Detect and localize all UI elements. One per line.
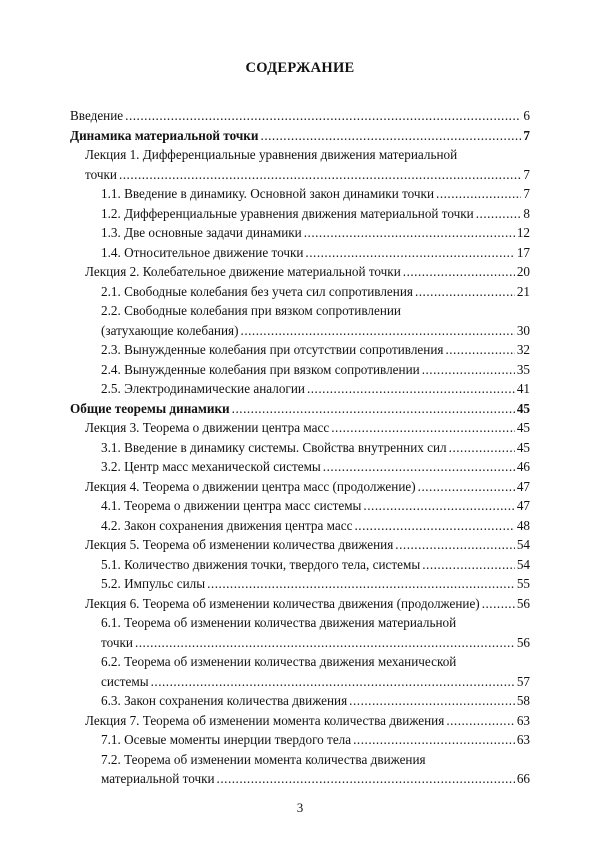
toc-entry-page: 45 [516,420,530,435]
toc-entry[interactable] [70,457,530,477]
toc-entry-title: 3.1. Введение в динамику системы. Свойства внутренних сил [101,439,447,455]
toc-entry[interactable] [70,652,530,691]
toc-entry-page: 63 [516,732,530,747]
dot-leader [449,438,515,458]
dot-leader [446,711,515,731]
toc-entry-title: Общие теоремы динамики [70,400,230,416]
dot-leader [418,477,515,497]
toc-entry-title: Лекция 3. Теорема о движении центра масс [85,420,330,435]
toc-entry-title-line: Лекция 1. Дифференциальные уравнения движения материальной [85,147,458,162]
dot-leader [349,691,515,711]
toc-entry-page: 17 [516,244,530,260]
dot-leader [331,418,515,438]
toc-entry[interactable] [70,438,530,458]
page-number: 3 [296,800,304,815]
dot-leader [119,165,521,185]
toc-entry-page: 47 [516,498,530,513]
toc-entry-page: 6 [523,108,530,123]
toc-entry-page: 46 [516,459,530,474]
dot-leader [422,555,515,575]
toc-entry-title: 5.2. Импульс силы [101,576,206,591]
dot-leader [403,262,515,282]
toc-entry-title: системы [101,673,149,689]
toc-entry-title: 1.3. Две основные задачи динамики [101,225,302,240]
dot-leader [151,672,515,692]
dot-leader [323,457,515,477]
toc-entry-title: Лекция 4. Теорема о движении центра масс (продолжение) [85,478,416,494]
toc-entry-title: 2.5. Электродинамические аналогии [101,381,305,396]
toc-entry-page: 7 [523,127,530,143]
toc-entry-title: 3.2. Центр масс механической системы [101,459,321,474]
toc-entry-page: 20 [516,264,530,279]
toc-entry-title: Лекция 2. Колебательное движение материальной точки [85,264,401,279]
dot-leader [307,379,515,399]
dot-leader [354,516,514,536]
toc-entry-title: 1.2. Дифференциальные уравнения движения материальной точки [101,205,474,221]
dot-leader [415,282,515,302]
toc-entry-page: 56 [516,634,530,650]
toc-entry-page: 47 [516,478,530,494]
toc-entry[interactable] [70,106,530,126]
toc-entry[interactable] [70,516,530,536]
toc-entry-title: 1.1. Введение в динамику. Основной закон динамики точки [101,186,435,201]
toc-entry-title: Лекция 6. Теорема об изменении количества движения (продолжение) [85,595,480,611]
toc-entry[interactable] [70,574,530,594]
toc-entry[interactable] [70,496,530,516]
toc-entry-page: 63 [516,712,530,728]
toc-entry[interactable] [70,340,530,360]
toc-entry-title: материальной точки [101,771,215,786]
toc-entry-page: 41 [516,381,530,396]
toc-entry-title: Введение [70,108,124,123]
toc-entry-page: 8 [523,205,530,221]
toc-entry[interactable] [70,613,530,652]
toc-entry-page: 55 [516,576,530,591]
toc-entry[interactable] [70,399,530,419]
toc-entry-title-line: 6.2. Теорема об изменении количества движения механической [101,654,457,669]
dot-leader [217,769,515,789]
toc-entry-page: 45 [516,439,530,455]
dot-leader [207,574,515,594]
dot-leader [422,360,515,380]
toc-entry-page: 32 [516,342,530,357]
dot-leader [232,399,515,419]
toc-entry-page: 35 [516,361,530,377]
toc-entry-title-line: 6.1. Теорема об изменении количества движения материальной [101,615,457,630]
toc-entry-title: 4.2. Закон сохранения движения центра масс [101,517,353,533]
toc-entry[interactable] [70,145,530,184]
toc-entry[interactable] [70,243,530,263]
toc-entry-title: Лекция 7. Теорема об изменении момента количества движения [85,712,445,728]
dot-leader [363,496,514,516]
dot-leader [125,106,521,126]
toc-entry[interactable] [70,223,530,243]
toc-entry-title-line: 7.2. Теорема об изменении момента количества движения [101,751,426,767]
toc-entry-title: 5.1. Количество движения точки, твердого тела, системы [101,556,421,572]
toc-entry[interactable] [70,691,530,711]
toc-entry-page: 58 [516,693,530,708]
dot-leader [482,594,515,614]
toc-entry-page: 54 [516,537,530,552]
toc-entry[interactable] [70,301,530,340]
toc-entry-page: 54 [516,556,530,572]
toc-entry[interactable] [70,730,530,750]
toc-entry[interactable] [70,750,530,789]
toc-entry[interactable] [70,594,530,614]
dot-leader [395,535,515,555]
toc-entry-title: 1.4. Относительное движение точки [101,244,304,260]
toc-entry-page: 66 [516,771,530,786]
toc-entry-title: Лекция 5. Теорема об изменении количества движения [85,537,394,552]
toc-entry[interactable] [70,282,530,302]
dot-leader [135,633,515,653]
toc-entry-title: 2.4. Вынужденные колебания при вязком сопротивлении [101,361,420,377]
toc-entry-title: Динамика материальной точки [70,127,259,143]
dot-leader [304,223,515,243]
toc-entry[interactable] [70,418,530,438]
toc-entry[interactable] [70,204,530,224]
toc-entry-page: 21 [516,283,530,299]
dot-leader [476,204,522,224]
toc-entry-page: 48 [516,517,530,533]
toc-entry-page: 56 [516,595,530,611]
toc-entry-title: точки [85,166,117,182]
dot-leader [353,730,515,750]
dot-leader [436,184,521,204]
dot-leader [241,321,515,341]
toc-entry-page: 7 [523,166,530,182]
page-title: СОДЕРЖАНИЕ [245,60,355,76]
toc-entry[interactable] [70,477,530,497]
toc-entry-title: 6.3. Закон сохранения количества движения [101,693,348,708]
toc-entry[interactable] [70,126,530,146]
toc-entry-title: 2.3. Вынужденные колебания при отсутствии сопротивления [101,342,444,357]
toc-entry-title: 7.1. Осевые моменты инерции твердого тела [101,732,352,747]
dot-leader [445,340,514,360]
toc-entry-page: 30 [516,322,530,338]
toc-entry-page: 57 [516,673,530,689]
toc-entry[interactable] [70,555,530,575]
dot-leader [261,126,522,146]
toc-entry-page: 45 [516,400,530,416]
toc-entry-title: точки [101,634,133,650]
toc-entry[interactable] [70,535,530,555]
toc-entry-title: (затухающие колебания) [101,322,239,338]
dot-leader [305,243,514,263]
table-of-contents [70,106,530,789]
toc-entry-page: 12 [516,225,530,240]
toc-entry[interactable] [70,262,530,282]
toc-entry[interactable] [70,360,530,380]
toc-entry[interactable] [70,711,530,731]
toc-entry-title: 2.1. Свободные колебания без учета сил сопротивления [101,283,413,299]
toc-entry-title-line: 2.2. Свободные колебания при вязком сопротивлении [101,303,401,318]
toc-entry[interactable] [70,379,530,399]
toc-entry[interactable] [70,184,530,204]
toc-entry-page: 7 [523,186,530,201]
toc-entry-title: 4.1. Теорема о движении центра масс системы [101,498,362,513]
